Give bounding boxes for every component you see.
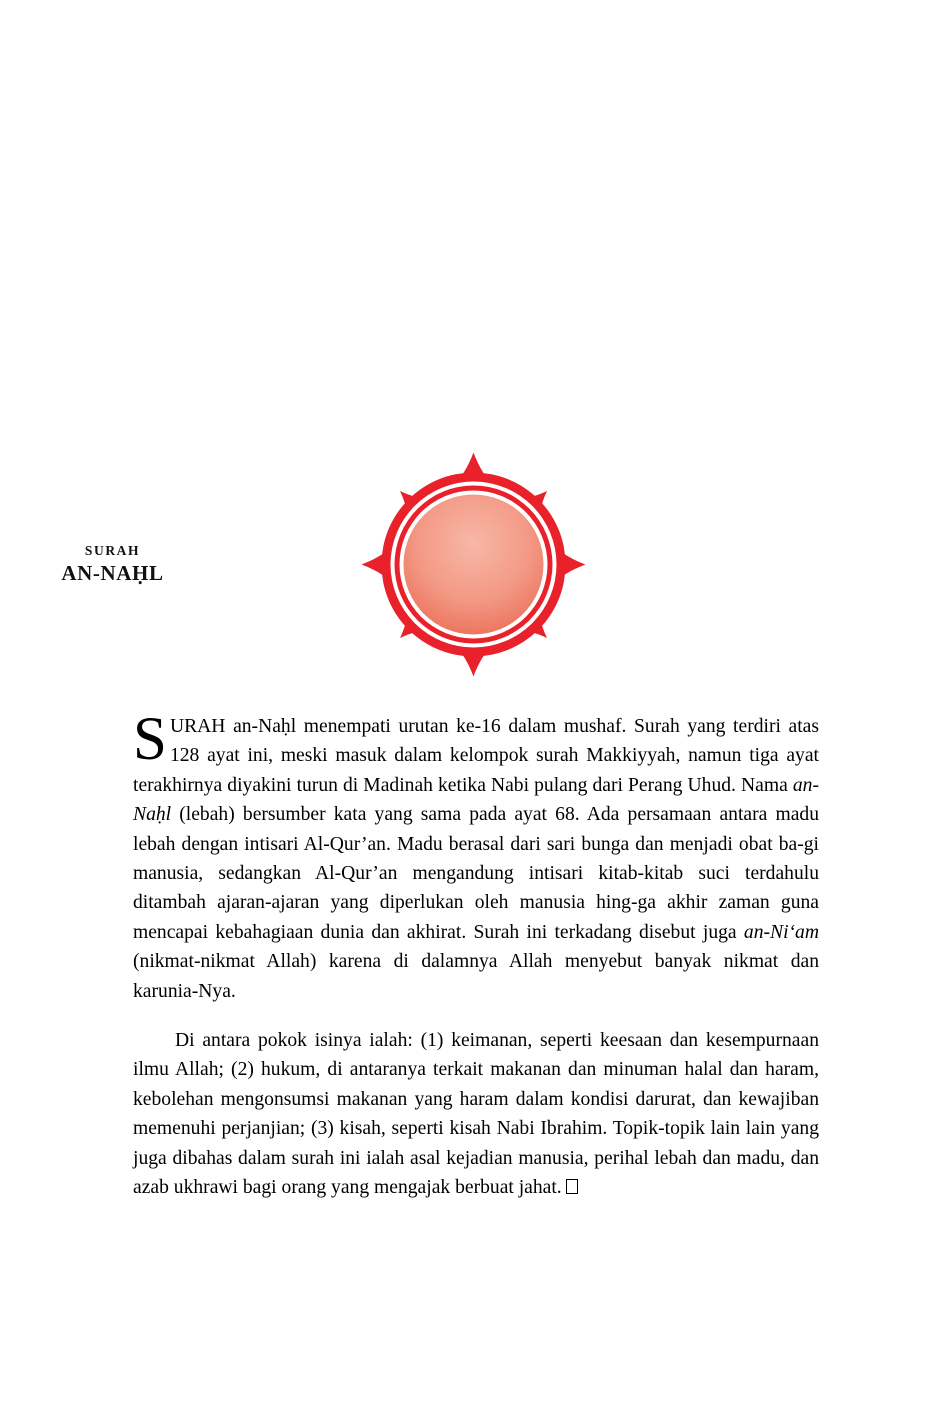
paragraph-intro-text-1: URAH an-Naḥl menempati urutan ke-16 dalam mushaf. Surah yang terdiri atas 128 ayat ini, meski masuk dalam kelompok surah Makkiyyah, namun tiga ayat terakhirnya diyakini turun di Madinah ketika Nabi pulang dari Perang Uhud. Nama [133,716,819,796]
drop-cap: S [133,706,167,773]
paragraph-intro [133,706,819,1006]
paragraph-topics [133,1026,819,1202]
paragraph-intro-italic-1: an-Naḥl [133,774,819,826]
paragraph-intro-italic-2: an-Ni‘am [743,921,819,943]
end-mark-icon [566,1179,578,1194]
paragraph-topics-text: Di antara pokok isinya ialah: (1) keimanan, seperti keesaan dan kesempurnaan ilmu Allah; (2) hukum, di antaranya terkait makanan dan minuman halal dan haram, kebolehan mengonsumsi makanan yang haram dalam kondisi darurat, dan kewajiban memenuhi perjanjian; (3) kisah, seperti kisah Nabi Ibrahim. Topik-topik lain lain yang juga dibahas dalam surah ini ialah asal kejadian manusia, perihal lebah dan madu, dan azab ukhrawi bagi orang yang mengajak berbuat jahat. [133,1030,819,1199]
surah-title-block [0,452,225,677]
surah-ornament [0,452,946,677]
surah-kicker: SURAH [84,543,141,559]
article-body [133,706,819,1203]
paragraph-intro-text-2: (lebah) bersumber kata yang sama pada ayat 68. Ada persamaan antara madu lebah dengan intisari Al-Qur’an. Madu berasal dari sari bunga dan menjadi obat ba-gi manusia, sedangkan Al-Qur’an mengandung intisari kitab-kitab suci terdahulu ditambah ajaran-ajaran yang diperlukan oleh manusia hing-ga akhir zaman guna mencapai kebahagiaan dunia dan akhirat. Surah ini terkadang disebut juga [133,804,819,943]
paragraph-intro-text-3: (nikmat-nikmat Allah) karena di dalamnya Allah menyebut banyak nikmat dan karunia-Nya. [133,951,819,1002]
surah-name: AN-NAḤL [61,560,164,585]
lotus-medallion-icon [361,452,586,677]
